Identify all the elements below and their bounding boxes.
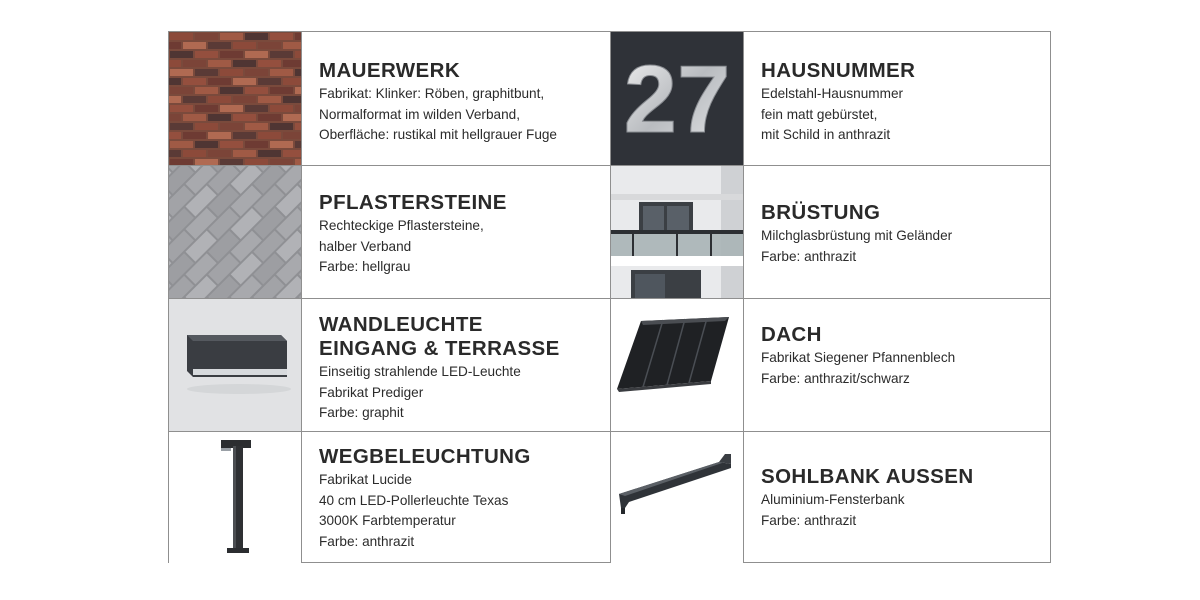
item-line: Fabrikat Siegener Pfannenblech [761, 350, 956, 365]
grid-divider [169, 165, 1050, 166]
item-line: Farbe: anthrazit [319, 533, 415, 549]
item-title: MAUERWERK [319, 59, 461, 82]
item-line: Farbe: anthrazit/schwarz [761, 370, 910, 386]
material-sheet [168, 31, 1051, 563]
item-line: mit Schild in anthrazit [761, 127, 891, 142]
item-sohlbank [761, 466, 974, 531]
item-bruestung [761, 202, 952, 267]
item-wegbeleuchtung [319, 446, 531, 552]
item-line: Edelstahl-Hausnummer [761, 86, 904, 101]
item-line: Fabrikat: Klinker: Röben, graphitbunt, [319, 86, 545, 101]
item-line: Farbe: anthrazit [761, 248, 857, 264]
item-title: WANDLEUCHTE [319, 313, 483, 336]
house-number-image [611, 32, 743, 165]
item-mauerwerk [319, 60, 557, 146]
item-line: Normalformat im wilden Verband, [319, 106, 520, 122]
item-line: Fabrikat Prediger [319, 384, 424, 400]
item-line: Einseitig strahlende LED-Leuchte [319, 364, 521, 379]
item-title: DACH [761, 323, 822, 346]
item-pflastersteine [319, 192, 507, 278]
item-line: Farbe: anthrazit [761, 512, 857, 528]
roof-sheet-image [611, 299, 743, 431]
item-line: Oberfläche: rustikal mit hellgrauer Fuge [319, 127, 557, 142]
item-dach [761, 324, 955, 389]
item-line: Rechteckige Pflastersteine, [319, 218, 484, 233]
item-line: halber Verband [319, 238, 412, 254]
item-line: Farbe: hellgrau [319, 259, 411, 274]
svg-text:27: 27 [623, 46, 731, 153]
grid-divider [301, 32, 302, 562]
item-hausnummer [761, 60, 915, 146]
grid-divider [169, 431, 1050, 432]
brick-wall-image [169, 32, 301, 165]
window-sill-image [611, 432, 743, 563]
grid-divider [743, 32, 744, 562]
item-line: 3000K Farbtemperatur [319, 513, 456, 528]
item-title: PFLASTERSTEINE [319, 191, 507, 214]
item-title: EINGANG & TERRASSE [319, 337, 560, 360]
item-line: Farbe: graphit [319, 405, 404, 420]
bollard-light-image [169, 432, 301, 563]
item-line: Aluminium-Fensterbank [761, 492, 905, 507]
item-title: SOHLBANK AUSSEN [761, 465, 974, 488]
wall-lamp-image [169, 299, 301, 431]
item-wandleuchte [319, 314, 560, 424]
item-line: fein matt gebürstet, [761, 106, 878, 122]
item-title: BRÜSTUNG [761, 201, 881, 224]
item-line: Fabrikat Lucide [319, 472, 412, 487]
grid-divider [169, 298, 1050, 299]
item-line: 40 cm LED-Pollerleuchte Texas [319, 492, 509, 508]
item-title: WEGBELEUCHTUNG [319, 445, 531, 468]
item-title: HAUSNUMMER [761, 59, 916, 82]
balcony-railing-image [611, 166, 743, 298]
paving-stones-image [169, 166, 301, 298]
item-line: Milchglasbrüstung mit Geländer [761, 228, 953, 243]
